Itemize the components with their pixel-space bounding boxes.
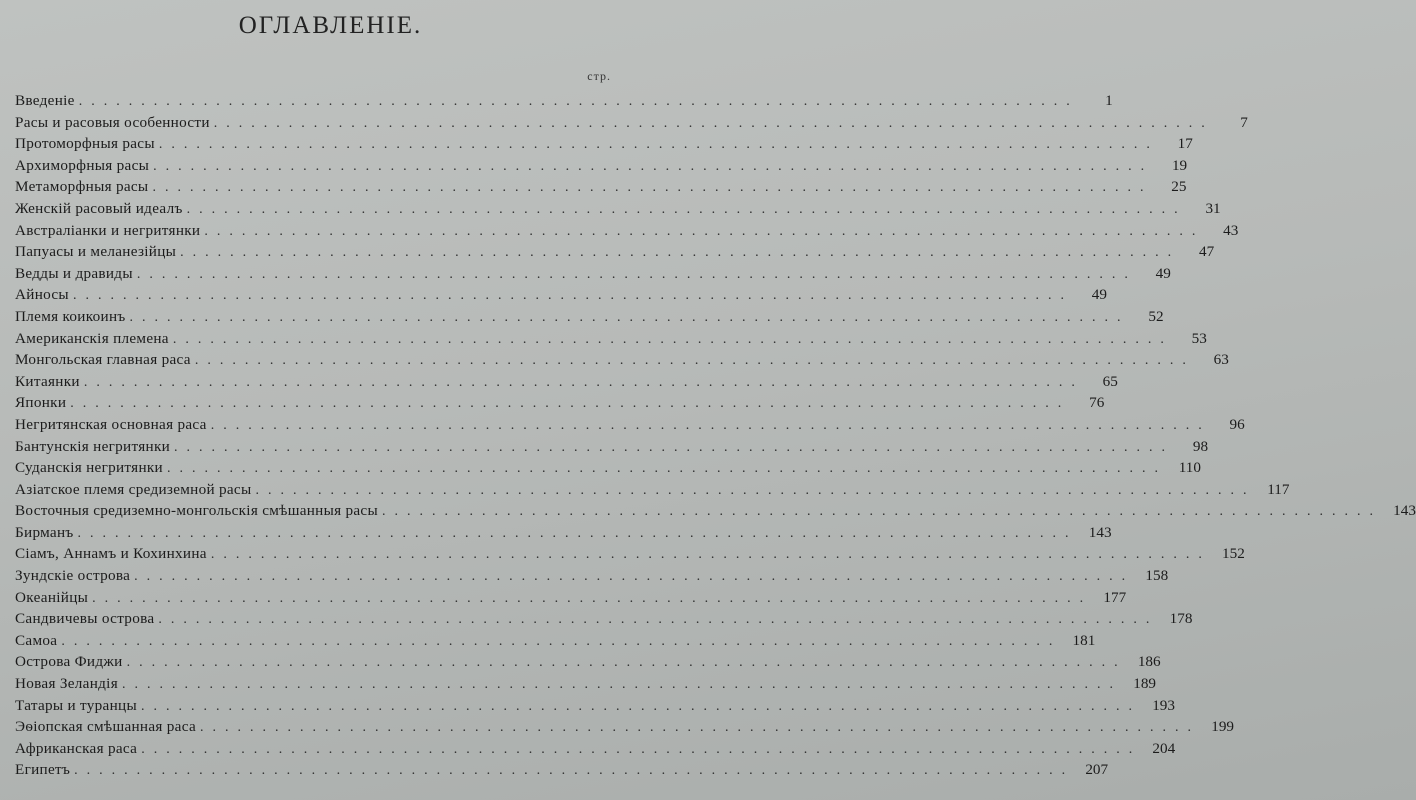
toc-entry [15, 522, 1112, 544]
toc-entry-title: Сандвичевы острова [15, 610, 155, 628]
toc-entry [15, 716, 1234, 738]
toc-entry [15, 112, 1248, 134]
toc-entry [15, 328, 1207, 350]
toc-entry-title: Суданскiя негритянки [15, 459, 163, 477]
dot-leader: ................................................................................ [174, 439, 1175, 455]
dot-leader: ................................................................................ [74, 763, 1075, 779]
toc-entry-page-number: 31 [1205, 199, 1221, 217]
toc-entry [15, 500, 1416, 522]
toc-entry [15, 349, 1229, 371]
toc-entry-page-number: 143 [1393, 502, 1416, 520]
page-column-label: стр. [587, 69, 611, 83]
toc-entry [15, 587, 1127, 609]
toc-entry-page-number: 43 [1223, 221, 1239, 239]
toc-entry-title: Восточныя средиземно-монгольскiя смѣшанныя расы [15, 502, 378, 520]
toc-entry-page-number: 110 [1178, 459, 1201, 477]
dot-leader: ................................................................................ [200, 720, 1200, 736]
dot-leader: ................................................................................ [77, 525, 1078, 541]
toc-entry-page-number: 76 [1089, 394, 1105, 412]
toc-entry-title: Зундскiе острова [15, 567, 131, 585]
dot-leader: ................................................................................ [136, 266, 1137, 282]
toc-entry-title: Татары и туранцы [15, 696, 137, 714]
toc-entry-page-number: 19 [1171, 156, 1188, 174]
toc-entry-page-number: 199 [1211, 718, 1234, 736]
dot-leader: ................................................................................ [126, 655, 1127, 671]
toc-entry [15, 284, 1107, 306]
dot-leader: ................................................................................ [180, 245, 1181, 261]
toc-entry-title: Племя коикоинъ [15, 307, 126, 325]
toc-entry [15, 436, 1209, 458]
dot-leader: ................................................................................ [158, 137, 1159, 153]
toc-entry-title: Айносы [15, 286, 69, 304]
toc-entry-title: Протоморфныя расы [15, 135, 155, 153]
toc-entry-page-number: 53 [1191, 329, 1207, 347]
toc-entry-page-number: 204 [1152, 739, 1176, 757]
toc-entry [15, 630, 1096, 652]
toc-entry-page-number: 158 [1145, 567, 1169, 585]
toc-entry-page-number: 49 [1155, 264, 1171, 282]
dot-leader: ................................................................................ [152, 180, 1153, 196]
toc-entry-page-number: 96 [1229, 415, 1245, 433]
dot-leader: ................................................................................ [255, 482, 1256, 498]
toc-entry-title: Расы и расовыя особенности [15, 113, 210, 131]
toc-entry [15, 198, 1221, 220]
toc-entry-title: Сiамъ, Аннамъ и Кохинхина [15, 545, 207, 563]
toc-entry [15, 306, 1164, 328]
toc-entry-page-number: 1 [1105, 92, 1113, 109]
toc-entry-title: Китаянки [15, 372, 80, 390]
toc-entry [15, 241, 1215, 263]
dot-leader: ................................................................................ [129, 309, 1130, 325]
toc-entry-page-number: 193 [1152, 696, 1175, 714]
toc-entry-title: Женскiй расовый идеалъ [15, 199, 183, 217]
dot-leader: ................................................................................ [210, 417, 1211, 433]
toc-entry [15, 220, 1239, 242]
dot-leader: ................................................................................ [92, 590, 1093, 606]
dot-leader: ................................................................................ [213, 115, 1214, 131]
toc-entry-title: Новая Зеландiя [15, 675, 118, 693]
dot-leader: ................................................................................ [194, 353, 1195, 369]
dot-leader: ................................................................................ [134, 569, 1135, 585]
dot-leader: ................................................................................ [78, 94, 1079, 109]
toc-entry-page-number: 117 [1267, 480, 1290, 498]
dot-leader: ................................................................................ [141, 741, 1142, 757]
toc-entry [15, 651, 1161, 673]
toc-entry-title: Эѳiопская смѣшанная раса [15, 718, 196, 736]
toc-entry [15, 608, 1193, 630]
toc-entry [15, 414, 1245, 436]
toc-entry-title: Монгольская главная раса [15, 351, 191, 369]
toc-entry [15, 371, 1118, 393]
toc-entry-title: Метаморфныя расы [15, 178, 149, 196]
toc-entry [15, 543, 1245, 565]
toc-entry-title: Бантунскiя негритянки [15, 437, 171, 455]
toc-entry-page-number: 49 [1091, 286, 1107, 304]
table-of-contents [15, 90, 1416, 781]
dot-leader: ................................................................................ [204, 223, 1205, 239]
toc-entry [15, 155, 1188, 177]
dot-leader: ................................................................................ [61, 633, 1062, 649]
toc-entry-page-number: 98 [1192, 437, 1209, 455]
toc-entry [15, 479, 1290, 501]
toc-entry-page-number: 63 [1213, 351, 1229, 369]
toc-entry-title: Ведды и дравиды [15, 264, 133, 282]
toc-entry [15, 695, 1175, 717]
toc-entry [15, 176, 1187, 198]
toc-entry-title: Египетъ [15, 761, 71, 779]
toc-entry-page-number: 65 [1102, 372, 1118, 390]
toc-entry-title: Австралiанки и негритянки [15, 221, 201, 239]
toc-entry [15, 133, 1193, 155]
dot-leader: ................................................................................ [166, 461, 1167, 477]
toc-entry-page-number: 177 [1103, 588, 1127, 606]
toc-entry-page-number: 181 [1072, 631, 1096, 649]
toc-entry [15, 263, 1171, 285]
toc-entry [15, 392, 1105, 414]
dot-leader: ................................................................................ [158, 612, 1159, 628]
dot-leader: ................................................................................ [186, 201, 1187, 217]
toc-entry-page-number: 47 [1198, 243, 1215, 261]
toc-entry-title: Архиморфныя расы [15, 156, 150, 174]
toc-entry-title: Папуасы и меланезiйцы [15, 243, 177, 261]
toc-entry-title: Азiатское племя средиземной расы [15, 480, 252, 498]
toc-entry [15, 759, 1109, 781]
dot-leader: ................................................................................ [122, 677, 1122, 693]
toc-entry-page-number: 25 [1171, 178, 1187, 196]
dot-leader: ................................................................................ [210, 547, 1211, 563]
dot-leader: ................................................................................ [72, 288, 1073, 304]
toc-entry-title: Японки [15, 394, 67, 412]
dot-leader: ................................................................................ [70, 396, 1071, 412]
toc-entry [15, 457, 1201, 479]
toc-entry-page-number: 7 [1240, 113, 1248, 131]
dot-leader: ................................................................................ [83, 374, 1084, 390]
toc-entry-page-number: 207 [1085, 761, 1109, 779]
toc-entry [15, 673, 1156, 695]
dot-leader: ................................................................................ [172, 331, 1173, 347]
toc-entry-page-number: 143 [1088, 523, 1112, 541]
toc-entry-title: Самоа [15, 631, 58, 649]
toc-entry-page-number: 152 [1222, 545, 1245, 563]
toc-entry-title: Бирманъ [15, 523, 74, 541]
page-title: ОГЛАВЛЕНIЕ. [238, 12, 423, 39]
toc-entry-title: Океанiйцы [15, 588, 89, 606]
toc-entry-title: Американскiя племена [15, 329, 169, 347]
toc-entry-title: Негритянская основная раса [15, 415, 207, 433]
toc-entry-page-number: 52 [1148, 307, 1164, 325]
toc-entry-page-number: 178 [1169, 610, 1193, 628]
toc-entry [15, 90, 1113, 112]
toc-entry-title: Африканская раса [15, 739, 138, 757]
toc-entry-page-number: 189 [1133, 675, 1156, 693]
toc-entry-page-number: 17 [1177, 135, 1193, 153]
dot-leader: ................................................................................ [381, 504, 1382, 520]
toc-entry-title: Введенiе [15, 92, 75, 109]
toc-entry [15, 565, 1169, 587]
toc-entry-page-number: 186 [1137, 653, 1161, 671]
dot-leader: ................................................................................ [153, 158, 1154, 174]
toc-entry-title: Острова Фиджи [15, 653, 123, 671]
dot-leader: ................................................................................ [140, 698, 1141, 714]
toc-entry [15, 738, 1176, 760]
